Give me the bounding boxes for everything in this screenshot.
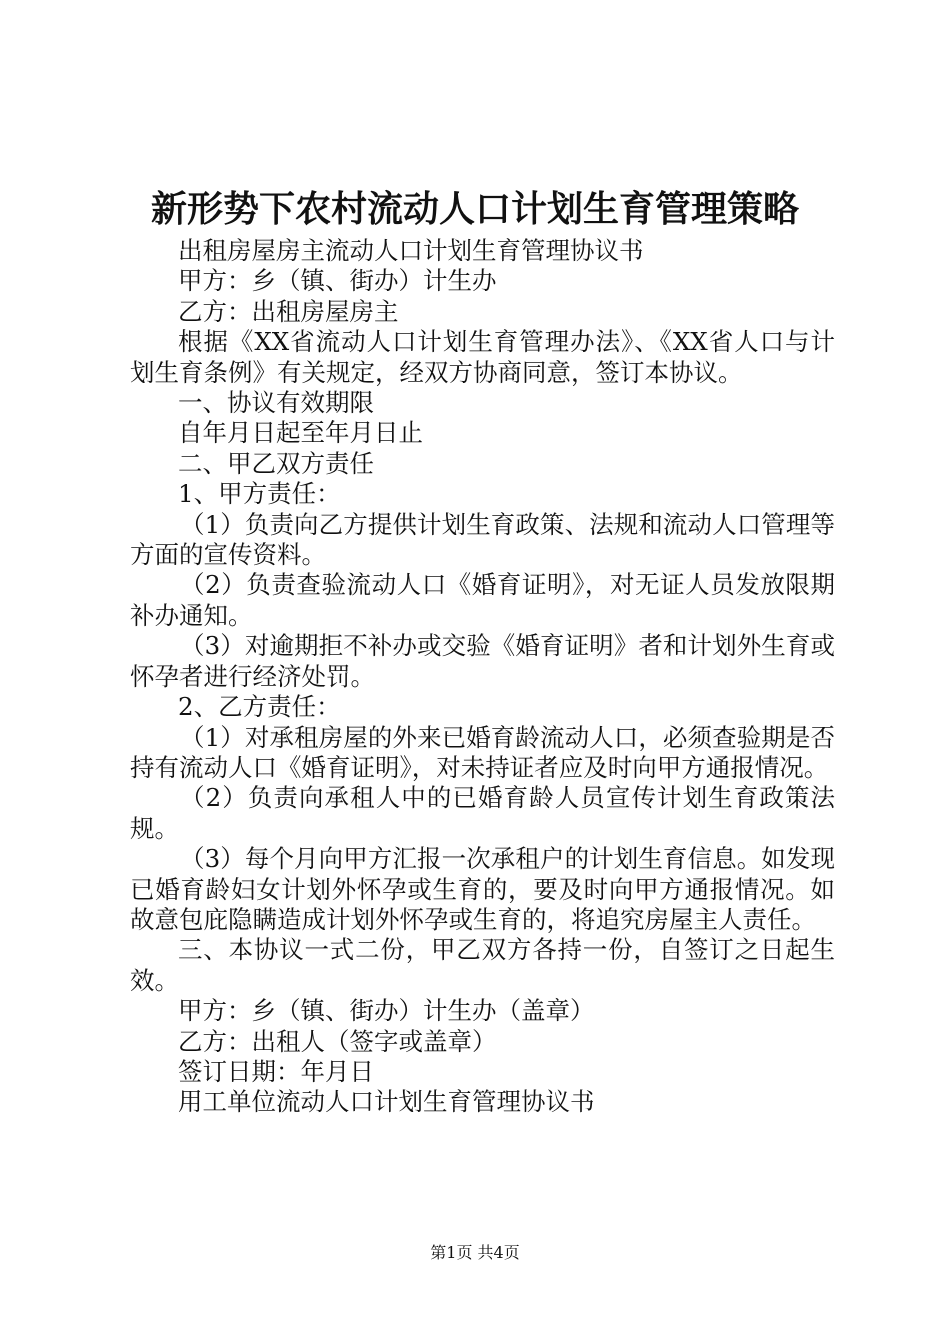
signature-date: 签订日期：年月日 [178,1056,374,1086]
paragraph-validity-dates: 自年月日起至年月日止 [178,418,423,448]
paragraph-basis: 根据《XX省流动人口计划生育管理办法》、《XX省人口与计划生育条例》有关规定，经双方协商同意，签订本协议。 [130,327,835,387]
section-heading-responsibilities: 二、甲乙双方责任 [178,448,374,478]
list-item: （1）负责向乙方提供计划生育政策、法规和流动人口管理等方面的宣传资料。 [130,509,835,570]
section-heading-validity: 一、协议有效期限 [178,388,374,418]
list-item: （2）负责向承租人中的已婚育龄人员宣传计划生育政策法规。 [130,783,835,843]
list-item: （1）对承租房屋的外来已婚育龄流动人口，必须查验期是否持有流动人口《婚育证明》，对未持证者应及时向甲方通报情况。 [130,722,835,782]
page-number-footer: 第1页 共4页 [430,1243,520,1262]
document-body [130,236,835,1118]
section-heading-copies: 三、本协议一式二份，甲乙双方各持一份，自签订之日起生效。 [130,935,835,995]
paragraph-next-agreement-heading: 用工单位流动人口计划生育管理协议书 [178,1087,595,1117]
signature-party-a: 甲方：乡（镇、街办）计生办（盖章） [178,996,595,1026]
signature-party-b: 乙方：出租人（签字或盖章） [178,1026,497,1056]
paragraph-agreement-heading: 出租房屋房主流动人口计划生育管理协议书 [178,236,644,265]
subheading-party-a-duties: 1、甲方责任： [178,479,341,509]
paragraph-party-a: 甲方：乡（镇、街办）计生办 [178,266,497,296]
list-item: （3）对逾期拒不补办或交验《婚育证明》者和计划外生育或怀孕者进行经济处罚。 [130,631,835,691]
subheading-party-b-duties: 2、乙方责任： [178,692,341,722]
list-item: （3）每个月向甲方汇报一次承租户的计划生育信息。如发现已婚育龄妇女计划外怀孕或生育的，要及时向甲方通报情况。如故意包庇隐瞒造成计划外怀孕或生育的，将追究房屋主人责任。 [130,844,835,934]
paragraph-party-b: 乙方：出租房屋房主 [178,296,399,326]
list-item: （2）负责查验流动人口《婚育证明》，对无证人员发放限期补办通知。 [130,570,835,630]
document-title: 新形势下农村流动人口计划生育管理策略 [150,188,799,230]
